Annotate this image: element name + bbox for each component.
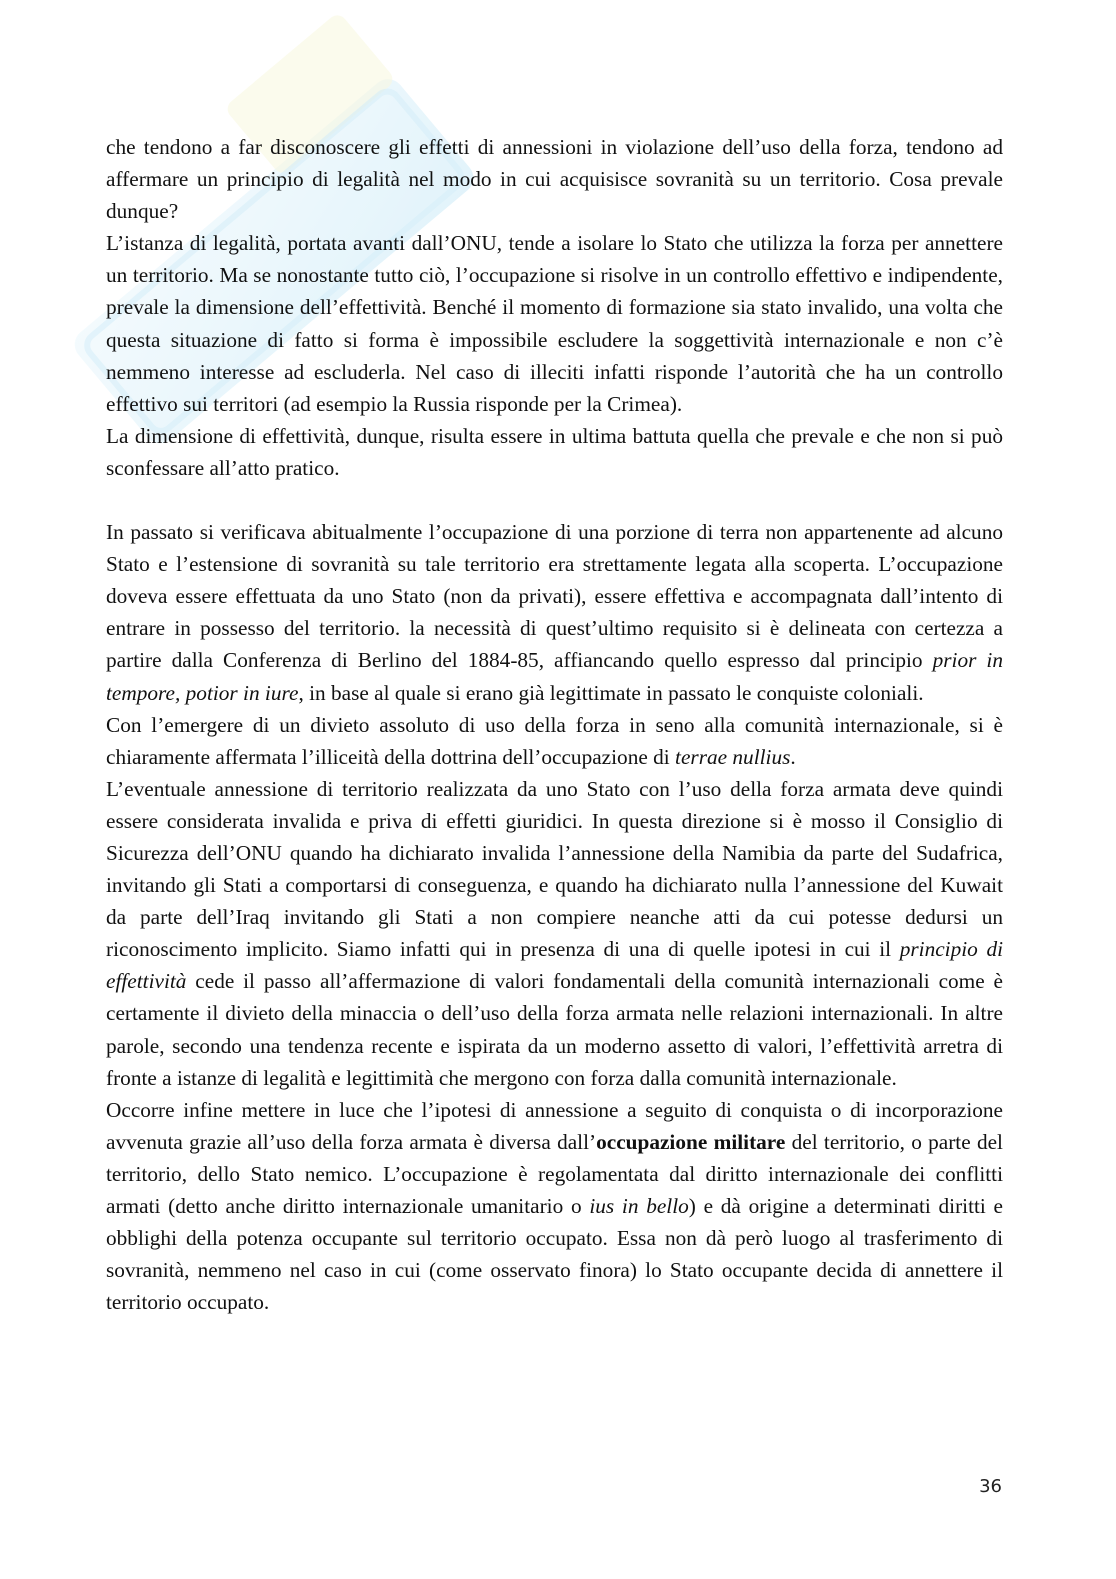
paragraph-5 — [106, 709, 1003, 773]
page-number: 36 — [979, 1476, 1002, 1497]
paragraph-7 — [106, 1094, 1003, 1319]
terrae-nullius-term: terrae nullius — [675, 744, 791, 769]
paragraph-5-text-end: . — [790, 744, 796, 769]
paragraph-3: La dimensione di effettività, dunque, risulta essere in ultima battuta quella che prevale e che non si può sconfessare all’atto pratico. — [106, 423, 1003, 480]
paragraph-7-text: Occorre infine mettere in luce che l’ipotesi di annessione a seguito di conquista o di incorporazione avvenuta grazie all’uso della forza armata è diversa dall’ — [106, 1097, 1003, 1154]
ius-in-bello-term: ius in bello — [589, 1194, 689, 1218]
paragraph-7-text-mid: del territorio, o parte del territorio, dello Stato nemico. L’occupazione è regolamentata dal diritto internazionale dei conflitti armati (detto anche diritto internazionale umanitario o — [106, 1129, 1003, 1218]
latin-maxim: prior in tempore, potior in iure — [106, 648, 1003, 705]
effettivita-term: principio di effettività — [106, 937, 1004, 994]
occupazione-militare-term: occupazione militare — [596, 1129, 786, 1154]
document-body — [106, 131, 1003, 1318]
paragraph-gap — [106, 484, 1003, 516]
paragraph-4-text: In passato si verificava abitualmente l’occupazione di una porzione di terra non appartenente ad alcuno Stato e l’estensione di sovranità su tale territorio era strettamente legata alla scoperta. L’occupazione doveva essere effettuata da uno Stato (non da privati), essere effettiva e accompagnata dall’intento di entrare in possesso del territorio. la necessità di quest’ultimo requisito si è delineata con certezza a partire dalla Conferenza di Berlino del 1884-85, affiancando quello espresso dal principio — [106, 520, 1003, 673]
paragraph-6-text: L’eventuale annessione di territorio realizzata da uno Stato con l’uso della forza armata deve quindi essere considerata invalida e priva di effetti giuridici. In questa direzione si è mosso il Consiglio di Sicurezza dell’ONU quando ha dichiarato invalida l’annessione della Namibia da parte del Sudafrica, invitando gli Stati a comportarsi di conseguenza, e quando ha dichiarato nulla l’annessione del Kuwait da parte dell’Iraq invitando gli Stati a non compiere neanche atti da cui potesse dedursi un riconoscimento implicito. Siamo infatti qui in presenza di una di quelle ipotesi in cui il — [106, 776, 1003, 962]
paragraph-2: L’istanza di legalità, portata avanti dall’ONU, tende a isolare lo Stato che utilizza la forza per annettere un territorio. Ma se nonostante tutto ciò, l’occupazione si risolve in un controllo effettivo e indipendente, prevale la dimensione dell’effettività. Benché il momento di formazione sia stato invalido, una volta che questa situazione di fatto si forma è impossibile escludere la soggettività internazionale e non c’è nemmeno interesse ad escluderla. Nel caso di illeciti infatti risponde l’autorità che ha un controllo effettivo sui territori (ad esempio la Russia risponde per la Crimea). — [106, 231, 1003, 416]
paragraph-5-text: Con l’emergere di un divieto assoluto di uso della forza in seno alla comunità internazionale, si è chiaramente affermata l’illiceità della dottrina dell’occupazione di — [106, 712, 1003, 769]
paragraph-7-text-end: ) e dà origine a determinati diritti e obblighi della potenza occupante sul territorio occupato. Essa non dà però luogo al trasferimento di sovranità, nemmeno nel caso in cui (come osservato finora) lo Stato occupante decida di annettere il territorio occupato. — [106, 1194, 1004, 1315]
paragraph-6 — [106, 773, 1003, 1094]
paragraph-1: che tendono a far disconoscere gli effetti di annessioni in violazione dell’uso della forza, tendono ad affermare un principio di legalità nel modo in cui acquisisce sovranità su un territorio. Cosa prevale dunque? — [106, 135, 1003, 224]
paragraph-6-text-end: cede il passo all’affermazione di valori fondamentali della comunità internazionali come è certamente il divieto della minaccia o dell’uso della forza armata nelle relazioni internazionali. In altre parole, secondo una tendenza recente e ispirata da un moderno assetto di valori, l’effettività arretra di fronte a istanze di legalità e legittimità che mergono con forza dalla comunità internazionale. — [106, 969, 1003, 1090]
paragraph-4-text-end: , in base al quale si erano già legittimate in passato le conquiste coloniali. — [298, 680, 924, 705]
paragraph-4 — [106, 516, 1003, 709]
